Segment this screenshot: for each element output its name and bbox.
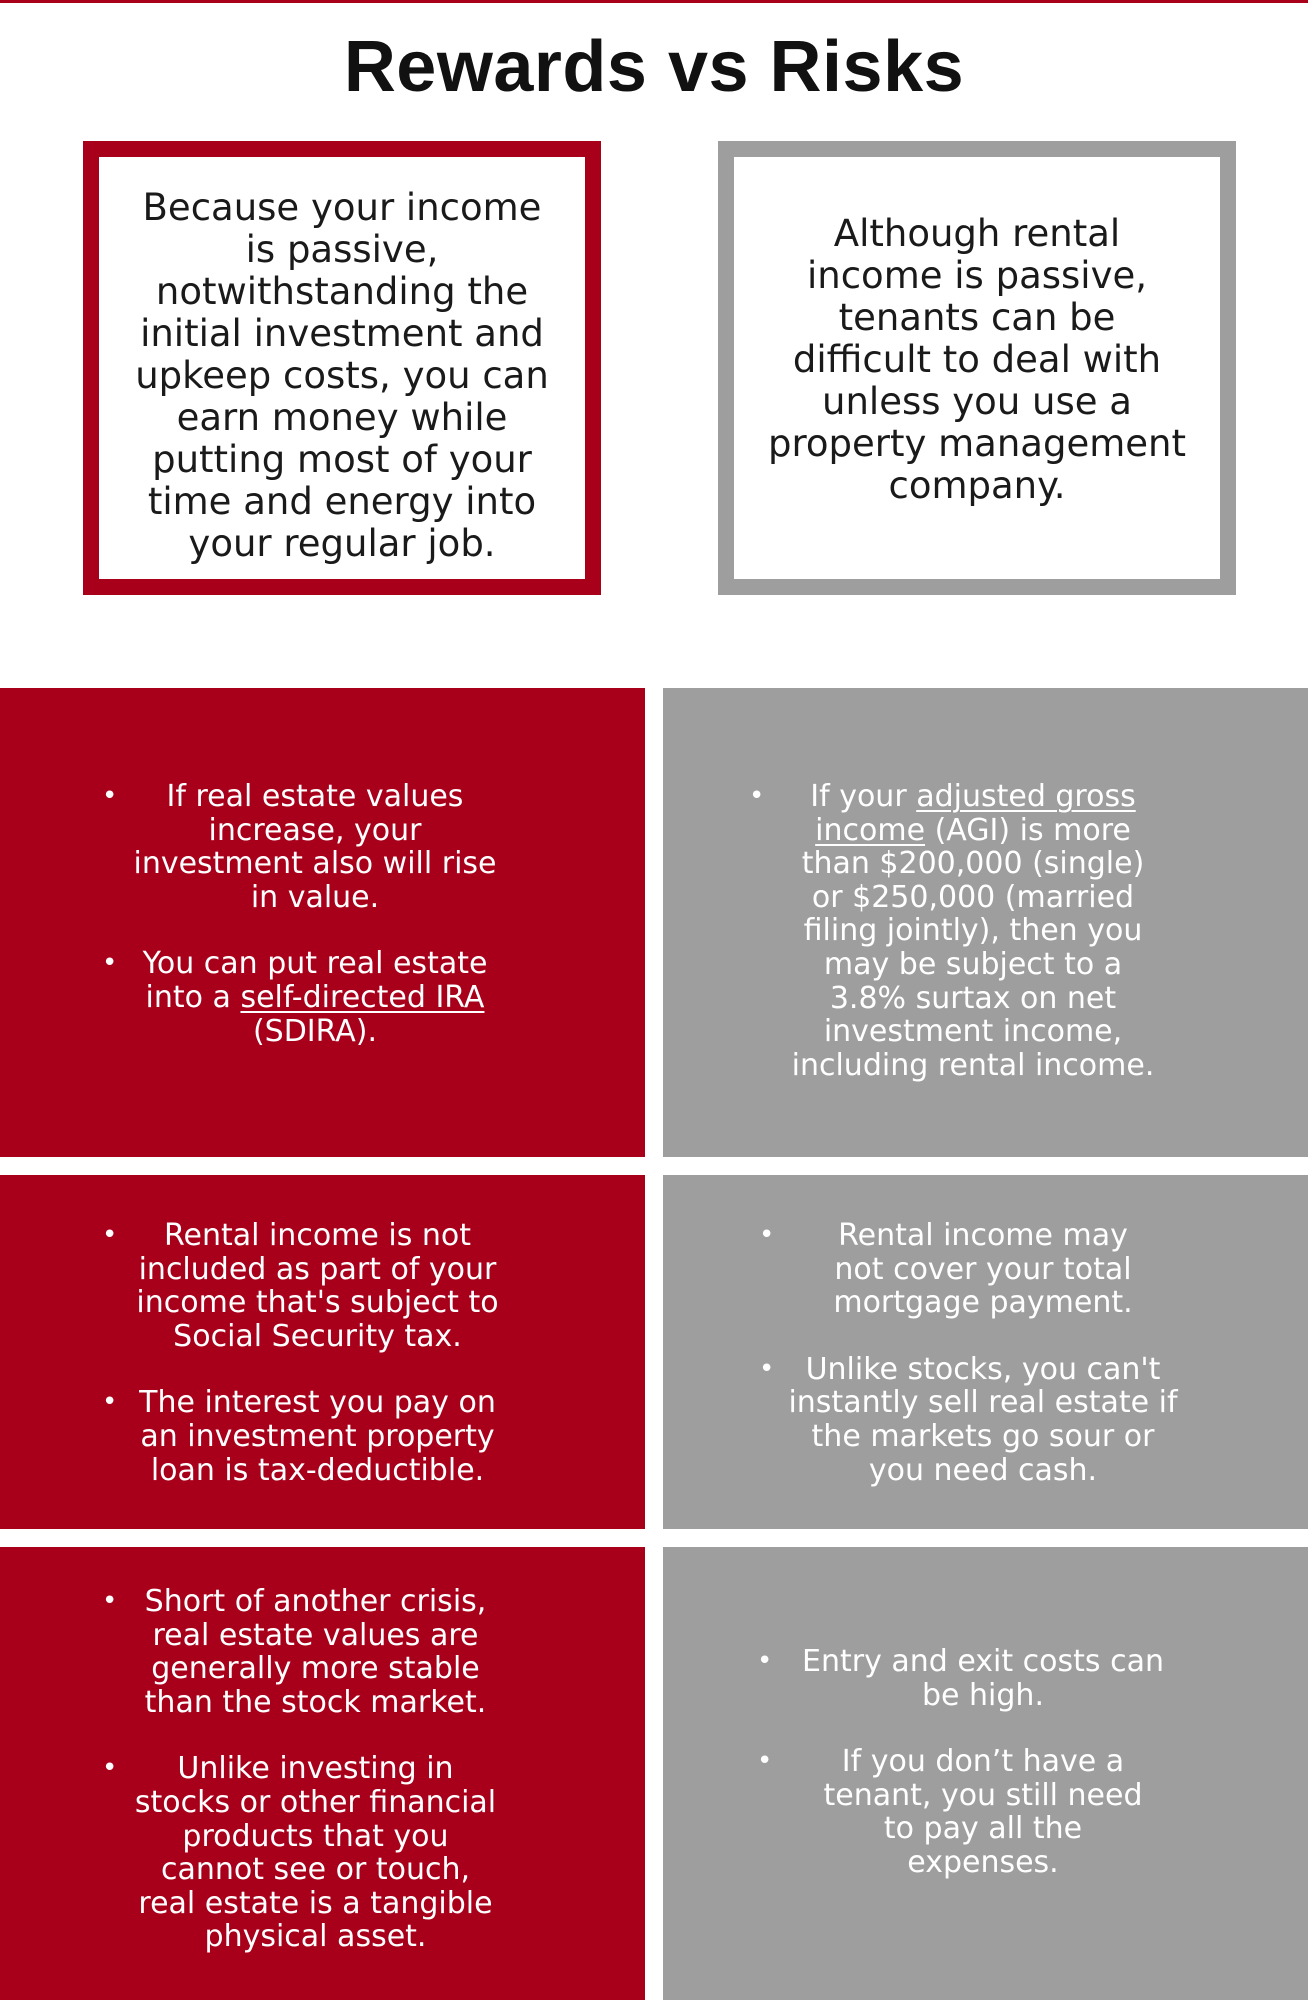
bullet-icon: • xyxy=(757,1746,773,1777)
risks-intro-text: Although rental income is passive, tenants can be difficult to deal with unless you use a property management company. xyxy=(767,212,1186,507)
risks-intro-box xyxy=(718,141,1236,595)
reward-text: If real estate values increase, your investment also will rise in value. xyxy=(133,779,497,915)
risk-panel-3 xyxy=(663,1547,1308,2000)
rewards-intro-box xyxy=(83,141,601,595)
bullet-icon: • xyxy=(102,1220,118,1250)
reward-text: Short of another crisis, real estate values are generally more stable than the stock market. xyxy=(144,1584,487,1720)
list-item xyxy=(102,1751,503,1955)
list-item xyxy=(102,779,500,915)
list-item xyxy=(757,1744,1183,1880)
bullet-icon: • xyxy=(102,1753,118,1784)
top-rule xyxy=(0,0,1308,3)
risk-panel-2 xyxy=(663,1175,1308,1529)
risk-text: Rental income may not cover your total mortgage payment. xyxy=(833,1218,1133,1321)
reward-panel-2 xyxy=(0,1175,645,1529)
bullet-icon: • xyxy=(749,781,765,811)
reward-list-1 xyxy=(102,779,500,1049)
bullet-icon: • xyxy=(757,1646,773,1676)
risk-text-after: (AGI) is more than $200,000 (single) or $250,000 (married filing jointly), then you may be subject to a 3.8% surtax on net investment income, including rental income. xyxy=(791,812,1155,1083)
reward-list-3 xyxy=(102,1584,503,1955)
bullet-icon: • xyxy=(102,948,118,979)
risk-list-2 xyxy=(759,1218,1183,1488)
reward-text-after: (SDIRA). xyxy=(252,1013,378,1049)
list-item xyxy=(102,1385,505,1488)
adjusted-gross-income-link[interactable]: adjusted gross income xyxy=(815,779,1136,848)
reward-list-2 xyxy=(102,1218,505,1488)
page-title: Rewards vs Risks xyxy=(343,27,965,107)
risk-text: If you don’t have a tenant, you still need to pay all the expenses. xyxy=(823,1744,1143,1880)
list-item xyxy=(757,1644,1183,1713)
bullet-icon: • xyxy=(102,1387,118,1418)
bullet-icon: • xyxy=(102,781,118,811)
risk-text: Entry and exit costs can be high. xyxy=(802,1644,1164,1713)
list-item xyxy=(102,1584,503,1720)
risk-list-1 xyxy=(749,779,1163,1083)
reward-panel-1 xyxy=(0,688,645,1157)
list-item xyxy=(102,946,500,1049)
risk-text-before: If your xyxy=(810,779,917,814)
risk-list-3 xyxy=(757,1644,1183,1880)
list-item xyxy=(102,1218,505,1354)
self-directed-ira-link[interactable]: self-directed IRA xyxy=(240,979,485,1015)
rewards-intro-text: Because your income is passive, notwithstanding the initial investment and upkeep costs, you can earn money while putting most of your time and energy into your regular job. xyxy=(135,186,549,565)
reward-text: Unlike investing in stocks or other financial products that you cannot see or touch, real estate is a tangible physical asset. xyxy=(134,1751,497,1955)
list-item xyxy=(759,1218,1183,1321)
risk-text: Unlike stocks, you can't instantly sell real estate if the markets go sour or you need cash. xyxy=(788,1351,1178,1488)
reward-panel-3 xyxy=(0,1547,645,2000)
risk-panel-1 xyxy=(663,688,1308,1157)
bullet-icon: • xyxy=(102,1586,118,1616)
bullet-icon: • xyxy=(759,1220,775,1250)
bullet-icon: • xyxy=(759,1353,775,1384)
reward-text-before: You can put real estate into a xyxy=(142,946,488,1015)
list-item xyxy=(759,1351,1183,1488)
list-item xyxy=(749,779,1163,1083)
reward-text: Rental income is not included as part of your income that's subject to Social Security tax. xyxy=(136,1218,499,1354)
reward-text: The interest you pay on an investment property loan is tax-deductible. xyxy=(139,1385,496,1488)
